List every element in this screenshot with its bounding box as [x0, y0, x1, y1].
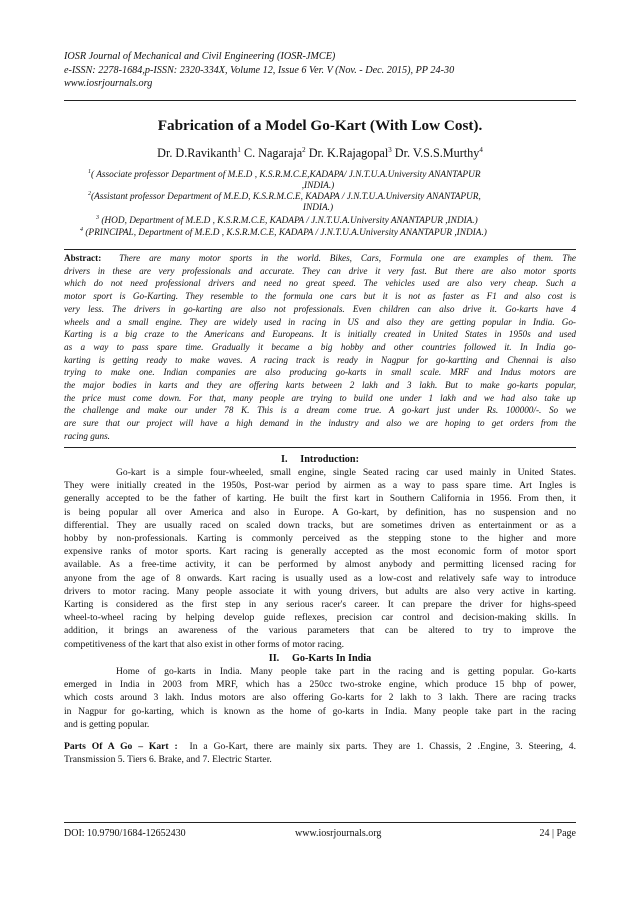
- affiliation-text: (PRINCIPAL, Department of M.E.D , K.S.R.M.C.E, KADAPA / J.N.T.U.A.University ANANTAPUR ,INDIA.): [85, 228, 487, 239]
- body-line: addition, it brings an awareness of the various parameters that can be altered to try to improve the: [64, 625, 576, 637]
- paper-title: Fabrication of a Model Go-Kart (With Low Cost).: [157, 117, 483, 134]
- footer-doi: DOI: 10.9790/1684-12652430: [64, 828, 186, 839]
- journal-name: IOSR Journal of Mechanical and Civil Engineering (IOSR-JMCE): [64, 51, 336, 62]
- section-number: I.: [281, 454, 288, 465]
- author-list: [64, 146, 576, 161]
- author-sup: 1: [237, 146, 241, 154]
- body-line: emerged in India in 2003 from MRF, which has a 250cc two-stroke engine, which produce 15 bhp of power,: [64, 679, 576, 691]
- affiliation-sup: 2: [88, 191, 91, 197]
- abstract-line: drivers in these are very professionals and accurate. They can drive it very fast. But there are also motor sports: [64, 265, 576, 276]
- abstract-line: are sure that our project will have a high demand in the industry and also we are hoping to get orders from the: [64, 418, 576, 429]
- section-number: II.: [268, 653, 280, 664]
- affiliation-sup: 4: [80, 227, 83, 233]
- body-line: and is getting popular.: [64, 718, 150, 730]
- abstract-line: There are many motor sports in the world. Bikes, Cars, Formula one are examples of them. The: [119, 253, 577, 263]
- body-line: expensive ranks of motor sports. Kart racing is generally accepted as the most economic form of motor sport: [64, 546, 576, 558]
- section-title: Go-Karts In India: [291, 653, 372, 664]
- body-line: available. As a free-time activity, it can be performed by almost anybody and permitting licensed racing for: [64, 559, 576, 571]
- body-line: Karting is considered as the first step in any serious racer's career. It can prepare the driver for highs-speed: [64, 599, 576, 611]
- body-line: anyone from the age of 8 onwards. Kart racing is usually used as a low-cost and relatively safe way to introduce: [64, 572, 576, 584]
- abstract-top-rule: [64, 249, 576, 250]
- abstract-line: wheels and a small engine. They are widely used in racing in US and also they are getting popular in India. Go-: [64, 316, 576, 327]
- abstract-line: trying to make one. Indian companies are also producing go-karts in small scale. MRF and Indus motors are: [64, 367, 576, 378]
- journal-issn: e-ISSN: 2278-1684,p-ISSN: 2320-334X, Volume 12, Issue 6 Ver. V (Nov. - Dec. 2015), PP 24-30: [64, 64, 455, 76]
- author-sup: 3: [388, 146, 392, 154]
- author-name: Dr. V.S.S.Murthy: [394, 146, 480, 161]
- body-line: In a Go-Kart, there are mainly six parts. They are 1. Chassis, 2 .Engine, 3. Steering, 4.: [189, 741, 576, 752]
- affiliation-text: (HOD, Department of M.E.D , K.S.R.M.C.E, KADAPA / J.N.T.U.A.University ANANTAPUR ,INDIA.): [101, 216, 478, 227]
- abstract-line: very less. The drivers in go-karting are also not professionals. Even children can also drive it. Go-karts have 4: [64, 303, 576, 314]
- affiliation-text-cont: INDIA.): [302, 203, 334, 214]
- body-line: Home of go-karts in India. Many people take part in the racing and is getting popular. Go-karts: [116, 666, 576, 677]
- body-line: Go-kart is a simple four-wheeled, small engine, single Seated racing car used mainly in United States.: [116, 467, 576, 478]
- journal-website: www.iosrjournals.org: [64, 78, 153, 90]
- footer-page-number: 24 | Page: [539, 828, 576, 839]
- author-name: C. Nagaraja: [243, 146, 303, 161]
- body-line: differential. They are usually raced on scaled down tracks, but are sometimes driven as entertainment or as a: [64, 519, 576, 531]
- body-line: which costs around 3 lakh. Indus motors are also offering Go-karts for 2 lakh to 3 lakh. There are racing tracks: [64, 692, 576, 704]
- journal-header: [64, 50, 584, 91]
- footer-rule: [64, 822, 576, 823]
- parts-paragraph: [64, 740, 576, 766]
- affiliation-sup: 3: [96, 215, 99, 221]
- affiliation-text-cont: ,INDIA.): [301, 181, 335, 192]
- abstract-line: the challenge and make our under 78 K. This is a dream come true. A go-kart just under Rs. 100000/-. So we: [64, 405, 576, 416]
- affiliation-2: [88, 189, 548, 215]
- author-sup: 2: [302, 146, 306, 154]
- abstract-line: the price must come down. For that, many people are trying to build one under 1 lakh and we had also take up: [64, 392, 576, 403]
- body-line: Transmission 5. Tiers 6. Brake, and 7. Electric Starter.: [64, 754, 272, 766]
- section-heading-go-karts-in-india: [64, 653, 576, 664]
- author-name: Dr. K.Rajagopal: [308, 146, 389, 161]
- affiliation-text: (Assistant professor Department of M.E.D, K.S.R.M.C.E, KADAPA / J.N.T.U.A.University ANANTAPUR,: [91, 192, 481, 203]
- abstract-line: karting is getting ready to make waves. A racing track is ready in Nagpur for go-kartting and Chennai is also: [64, 354, 576, 365]
- body-line: hobby by non-professionals. Karting is commonly perceived as the stepping stone to the higher and more: [64, 533, 576, 545]
- affiliation-text: ( Associate professor Department of M.E.D , K.S.R.M.C.E,KADAPA/ J.N.T.U.A.University ANANTAPUR: [91, 170, 481, 181]
- abstract-line: which do not need professional drivers and need no great speed. The vehicles used are also very cheap. Such a: [64, 278, 576, 289]
- abstract-line: Karting is a big craze to the Americans and Europeans. It is initially created in United States in 1950s and used: [64, 329, 576, 340]
- section-body-go-karts-in-india: [64, 665, 576, 731]
- body-line: generally accepted to be the father of karting. He built the first kart in Southern California in 1956. From then, it: [64, 493, 576, 505]
- abstract: [64, 252, 576, 443]
- section-body-introduction: [64, 466, 576, 651]
- author-name: Dr. D.Ravikanth: [157, 146, 238, 161]
- section-title: Introduction:: [300, 454, 359, 465]
- footer-website: www.iosrjournals.org: [295, 828, 382, 839]
- body-line: drivers to motor racing. Many people associate it with young drivers, but adults are also very active in karting.: [64, 585, 576, 597]
- affiliation-4: [80, 225, 487, 239]
- parts-label: Parts Of A Go – Kart :: [64, 741, 178, 752]
- body-line: competitiveness of the kart that also exist in other forms of motor racing.: [64, 638, 345, 650]
- section-heading-introduction: [64, 454, 576, 465]
- body-line: is being popular all over America and also in Europe. A Go-kart, by definition, has no suspension and no: [64, 506, 576, 518]
- body-line: in Nagpur for go-karting, which is known as the home of go-karts in India. Many people take part in the racing: [64, 705, 576, 717]
- abstract-bottom-rule: [64, 447, 576, 448]
- abstract-line: the major bodies in karts and they are offering karts between 2 lakh and 3 lakh. But to make go-karts popular,: [64, 380, 576, 391]
- abstract-label: Abstract:: [64, 253, 102, 263]
- abstract-line: motor sport is Go-Karting. They resemble to the formula one cars but it is not as faster as F1 and also cost is: [64, 291, 576, 302]
- body-line: They were initially created in the 1950s, Post-war period by airmen as a way to pass spare time. Art Ingles is: [64, 480, 576, 492]
- body-line: wheel-to-wheel racing by helping develop guide reflexes, precision car control and decision-making skills. In: [64, 612, 576, 624]
- abstract-line: racing guns.: [64, 430, 110, 441]
- author-sup: 4: [479, 146, 483, 154]
- abstract-line: as a way to pass spare time. Gradually it became a big hobby and other countries followed it. In India go-: [64, 341, 576, 352]
- header-rule: [64, 100, 576, 101]
- affiliation-sup: 1: [88, 169, 91, 175]
